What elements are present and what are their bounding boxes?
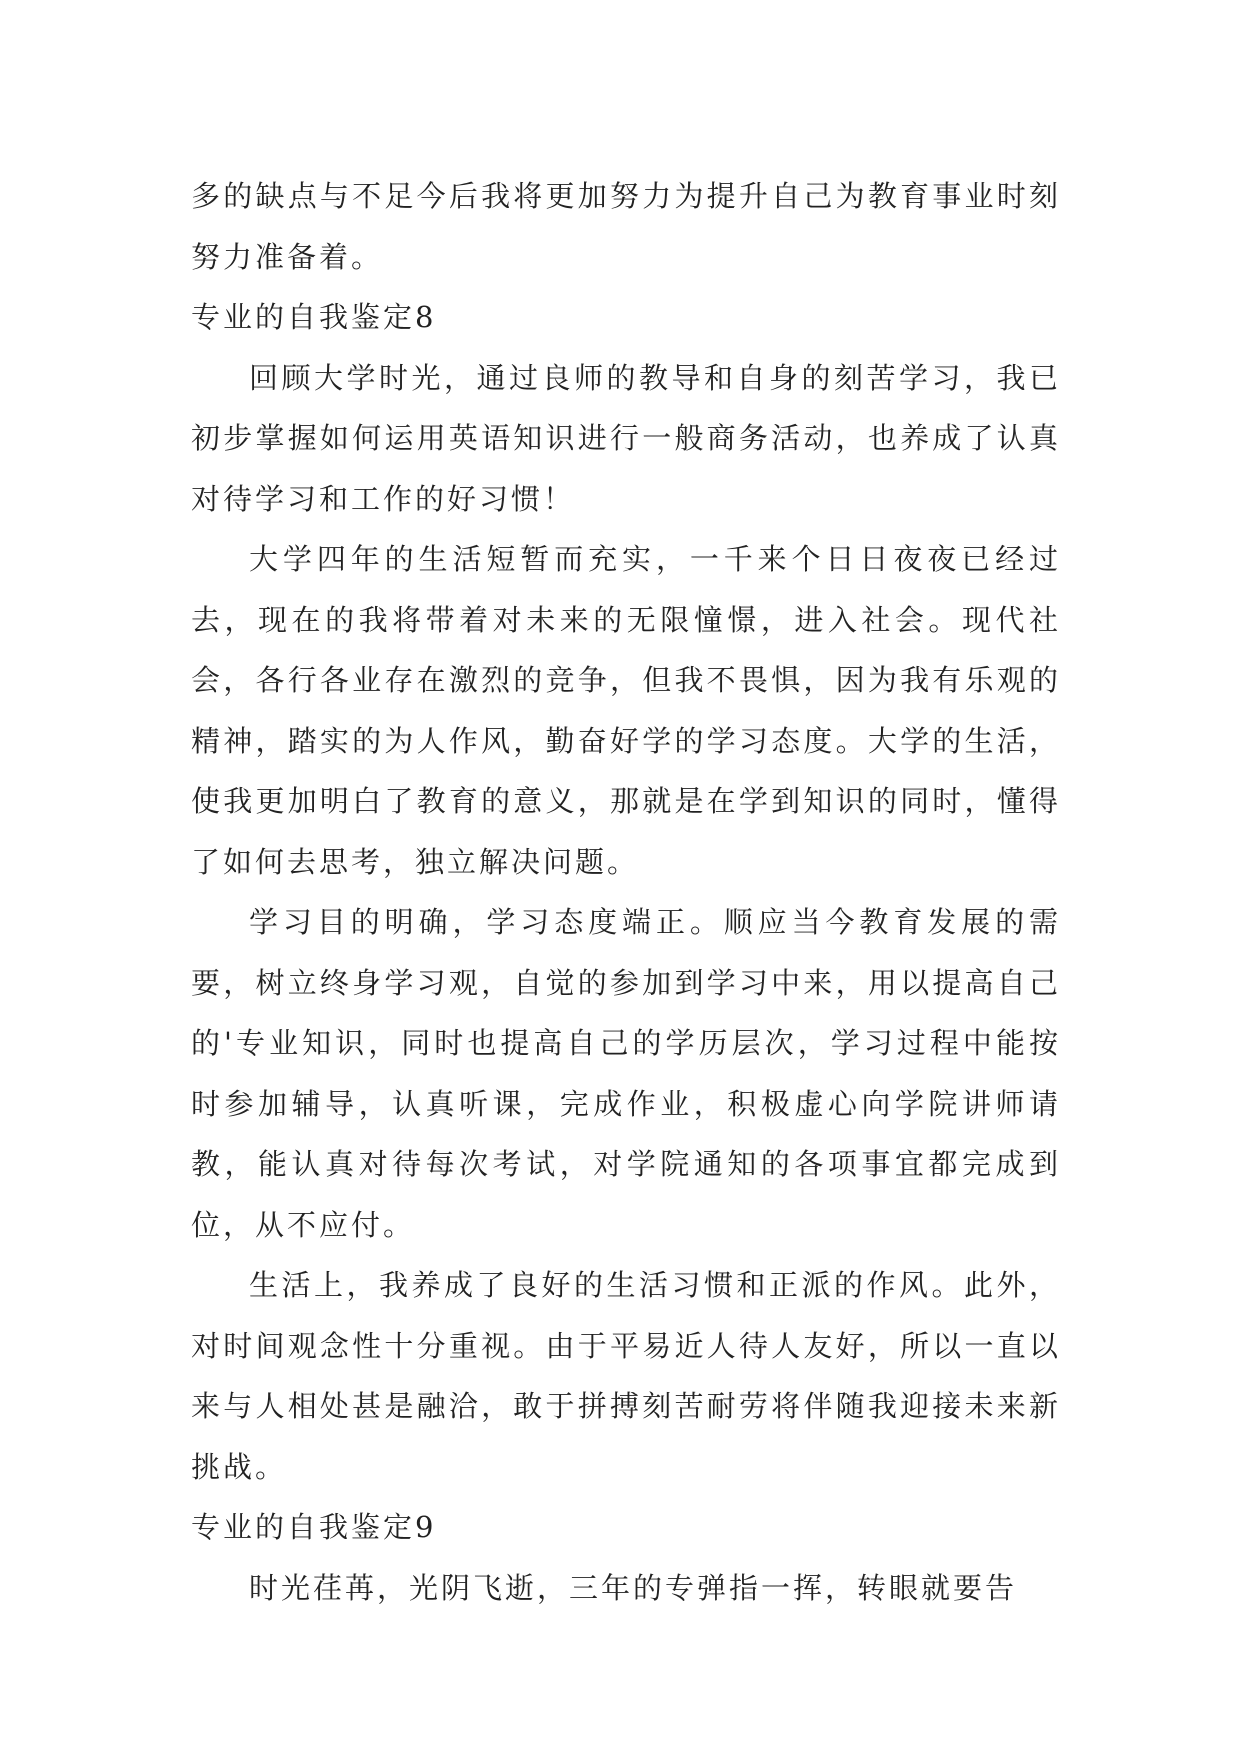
paragraph: 学习目的明确，学习态度端正。顺应当今教育发展的需要，树立终身学习观，自觉的参加到学习中来，用以提高自己的'专业知识，同时也提高自己的学历层次，学习过程中能按时参加辅导，认真听课，完成作业，积极虚心向学院讲师请教，能认真对待每次考试，对学院通知的各项事宜都完成到位，从不应付。 <box>191 905 1061 1242</box>
paragraph: 生活上，我养成了良好的生活习惯和正派的作风。此外，对时间观念性十分重视。由于平易近人待人友好，所以一直以来与人相处甚是融洽，敢于拼搏刻苦耐劳将伴随我迎接未来新挑战。 <box>191 1268 1061 1484</box>
paragraph: 回顾大学时光，通过良师的教导和自身的刻苦学习，我已初步掌握如何运用英语知识进行一般商务活动，也养成了认真对待学习和工作的好习惯！ <box>191 360 1061 516</box>
paragraph: 大学四年的生活短暂而充实，一千来个日日夜夜已经过去，现在的我将带着对未来的无限憧憬，进入社会。现代社会，各行各业存在激烈的竞争，但我不畏惧，因为我有乐观的精神，踏实的为人作风，勤奋好学的学习态度。大学的生活，使我更加明白了教育的意义，那就是在学到知识的同时，懂得了如何去思考，独立解决问题。 <box>191 542 1061 879</box>
paragraph-continuation: 多的缺点与不足今后我将更加努力为提升自己为教育事业时刻努力准备着。 <box>191 179 1061 274</box>
section-heading-8: 专业的自我鉴定8 <box>191 300 437 334</box>
section-heading-9: 专业的自我鉴定9 <box>191 1510 437 1544</box>
paragraph: 时光荏苒，光阴飞逝，三年的专弹指一挥，转眼就要告 <box>249 1570 1018 1605</box>
document-body <box>191 166 1061 1618</box>
